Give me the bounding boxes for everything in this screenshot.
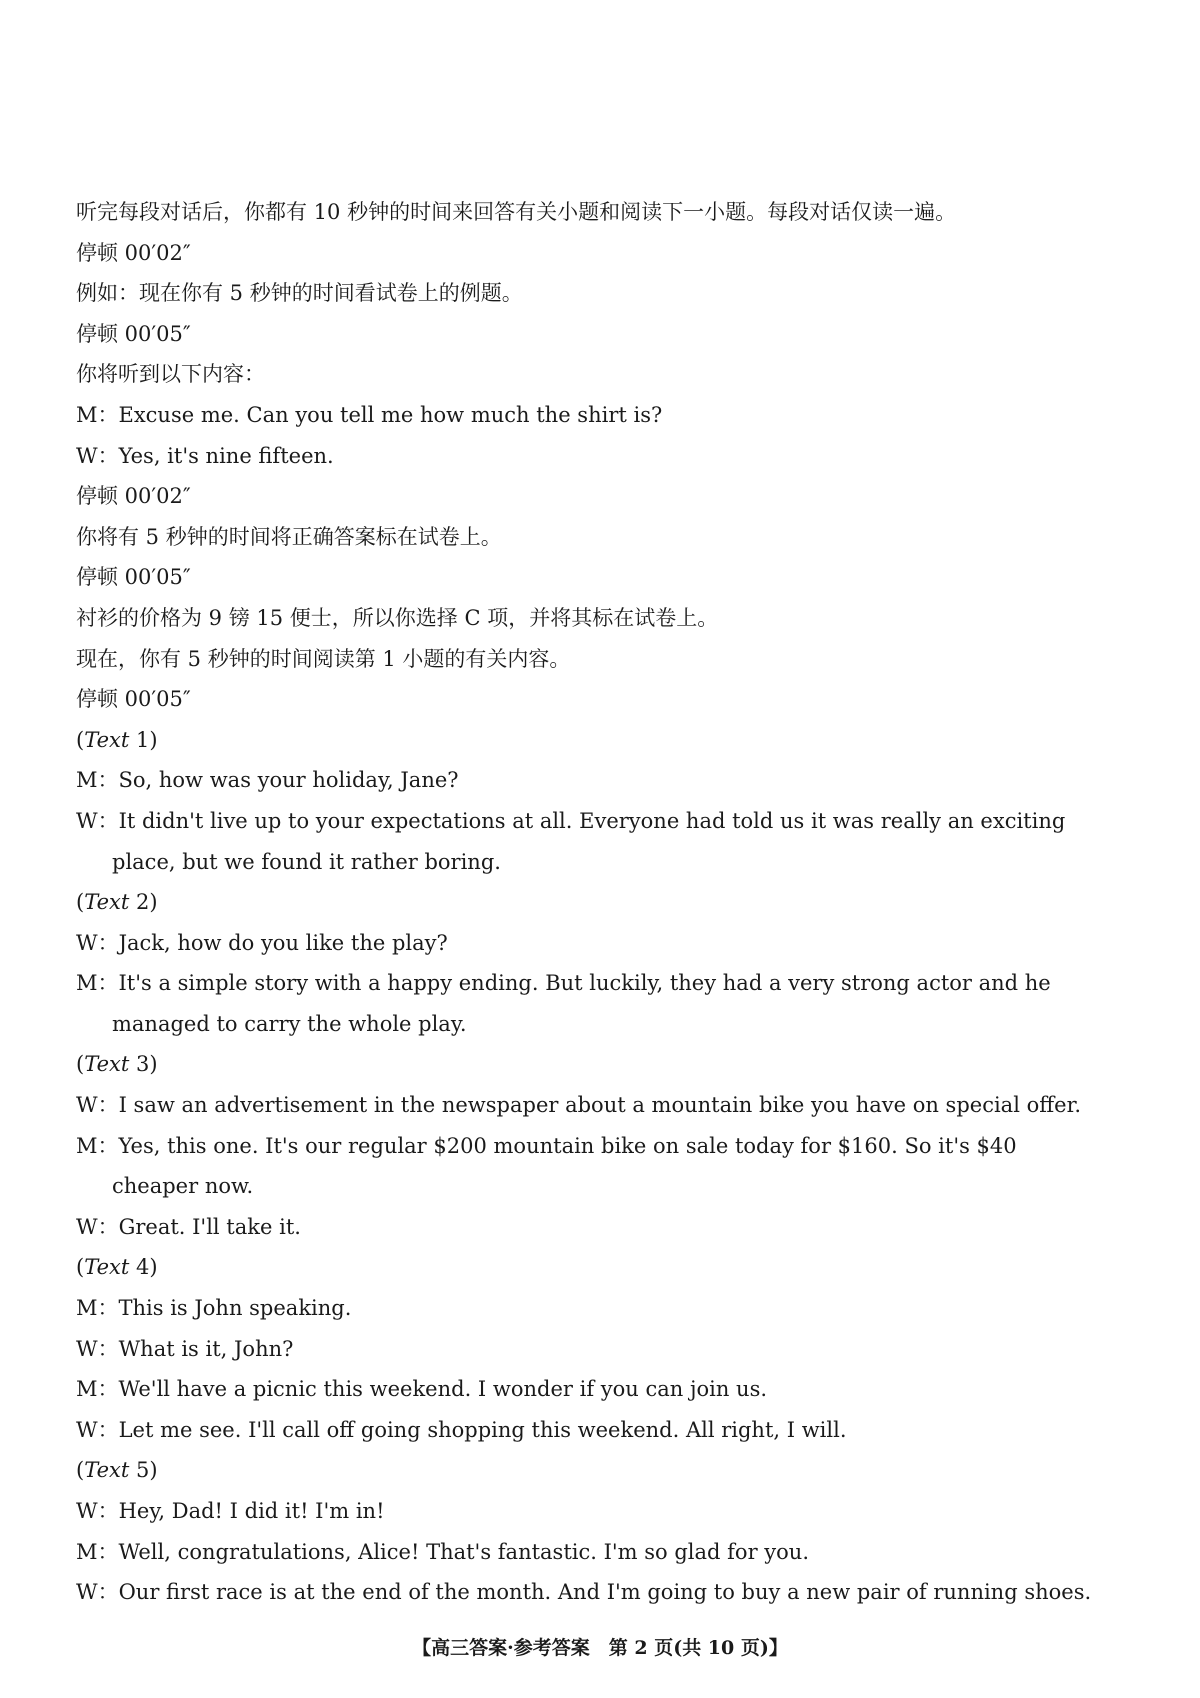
dialogue-line: W：What is it, John? — [76, 1336, 294, 1361]
instruction-line: 例如：现在你有 5 秒钟的时间看试卷上的例题。 — [76, 281, 523, 306]
dialogue-line: M：Well, congratulations, Alice! That's fantastic. I'm so glad for you. — [76, 1539, 809, 1564]
text-label-word: Text — [84, 1052, 130, 1077]
text-label-word: Text — [84, 1255, 130, 1280]
dialogue-line: M：Yes, this one. It's our regular $200 mountain bike on sale today for $160. So it's $40 cheaper now. — [76, 1133, 1017, 1199]
text-label-number: 2 — [135, 890, 150, 915]
dialogue-line: W：Jack, how do you like the play? — [76, 930, 448, 955]
dialogue-line: M：It's a simple story with a happy ending. But luckily, they had a very strong actor and he managed to carry the whole play. — [76, 971, 1051, 1036]
text-label-number: 4 — [135, 1255, 150, 1280]
instruction-line: 停顿 00′05″ — [76, 321, 191, 346]
instruction-line: 听完每段对话后，你都有 10 秒钟的时间来回答有关小题和阅读下一小题。每段对话仅读一遍。 — [76, 200, 957, 224]
instruction-line: 你将有 5 秒钟的时间将正确答案标在试卷上。 — [76, 524, 502, 549]
instruction-line: 停顿 00′02″ — [76, 240, 191, 265]
text-label-word: Text — [84, 727, 130, 752]
instruction-line: 停顿 00′05″ — [76, 565, 191, 590]
dialogue-line: W：It didn't live up to your expectations at all. Everyone had told us it was really an exciting place, but we found it rather boring. — [76, 808, 1066, 874]
text-label-number: 1 — [135, 727, 150, 752]
dialogue-line: M：We'll have a picnic this weekend. I wonder if you can join us. — [76, 1377, 768, 1402]
dialogue-line: M：This is John speaking. — [76, 1296, 352, 1321]
dialogue-line: W：Let me see. I'll call off going shopping this weekend. All right, I will. — [76, 1417, 847, 1442]
text-section-label: (Text 2) — [76, 890, 158, 915]
page-footer: 【高三答案·参考答案 第 2 页(共 10 页)】 — [412, 1637, 788, 1659]
text-label-word: Text — [84, 890, 130, 915]
text-section-label: (Text 5) — [76, 1458, 158, 1483]
dialogue-line: M：So, how was your holiday, Jane? — [76, 768, 459, 793]
text-label-word: Text — [84, 1458, 130, 1483]
dialogue-line: W：Our first race is at the end of the month. And I'm going to buy a new pair of running shoes. — [76, 1580, 1092, 1605]
text-section-label: (Text 1) — [76, 727, 158, 752]
dialogue-line: W：Great. I'll take it. — [76, 1214, 301, 1239]
dialogue-line: W：I saw an advertisement in the newspaper about a mountain bike you have on special offer. — [76, 1093, 1081, 1118]
instruction-line: 现在，你有 5 秒钟的时间阅读第 1 小题的有关内容。 — [76, 646, 571, 671]
dialogue-line: W：Yes, it's nine fifteen. — [76, 443, 334, 468]
instruction-line: 停顿 00′02″ — [76, 484, 191, 509]
instruction-line: 衬衫的价格为 9 镑 15 便士，所以你选择 C 项，并将其标在试卷上。 — [76, 605, 719, 630]
text-label-number: 5 — [135, 1458, 150, 1483]
instruction-line: 你将听到以下内容： — [76, 362, 265, 387]
document-body — [76, 192, 1106, 1613]
text-section-label: (Text 4) — [76, 1255, 158, 1280]
text-label-number: 3 — [135, 1052, 150, 1077]
dialogue-line: M：Excuse me. Can you tell me how much the shirt is? — [76, 402, 663, 427]
dialogue-line: W：Hey, Dad! I did it! I'm in! — [76, 1499, 385, 1523]
text-section-label: (Text 3) — [76, 1052, 158, 1077]
instruction-line: 停顿 00′05″ — [76, 687, 191, 712]
